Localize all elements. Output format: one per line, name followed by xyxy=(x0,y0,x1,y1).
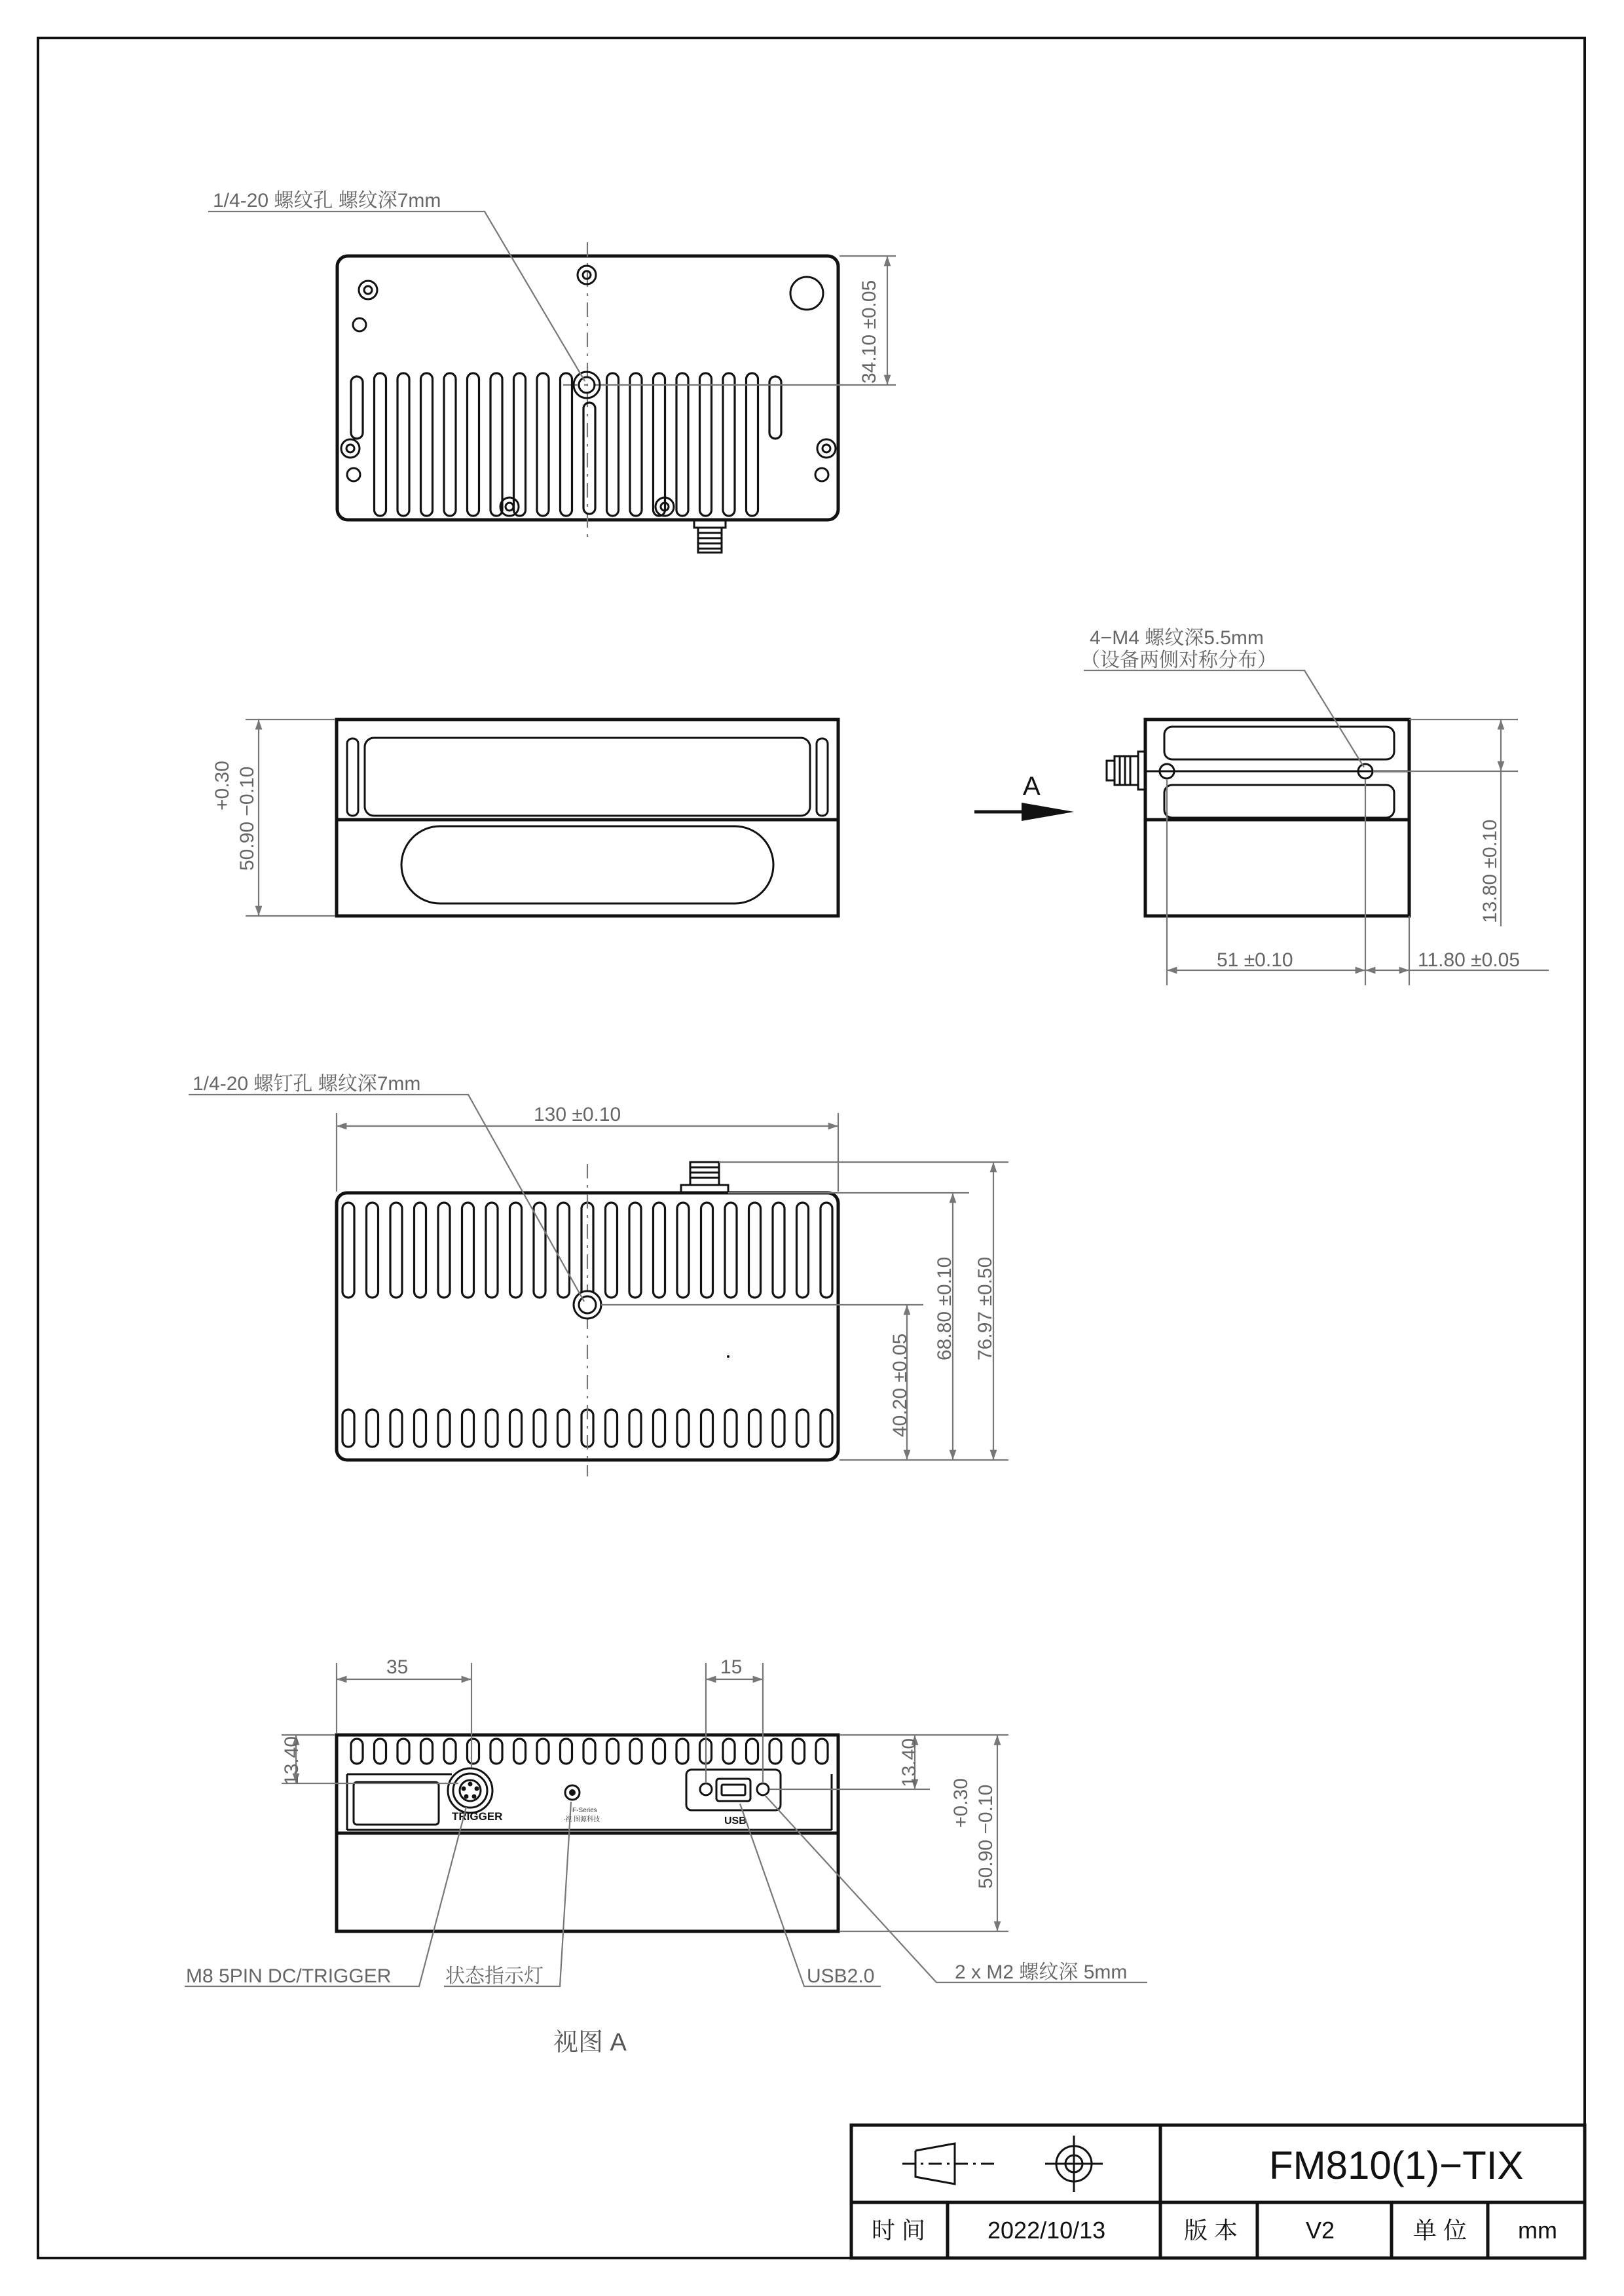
top-fin-slot xyxy=(514,373,526,516)
status-led xyxy=(563,1785,600,1823)
view-a-fin-slot xyxy=(676,1739,688,1764)
projection-symbol-icon xyxy=(902,2136,1103,2192)
bottom-fin-slot xyxy=(534,1410,545,1447)
bottom-fin-slot xyxy=(510,1203,522,1298)
bottom-fin-slot xyxy=(821,1203,832,1298)
view-a-fin-slot xyxy=(468,1739,479,1764)
bottom-view-note: 1/4-20 螺钉孔 螺纹深7mm xyxy=(193,1073,421,1095)
bottom-fin-slot xyxy=(725,1203,737,1298)
view-a-fin-slot xyxy=(561,1739,572,1764)
view-a-fin-slot xyxy=(375,1739,386,1764)
view-a-fin-slot xyxy=(397,1739,409,1764)
view-a-fin-slot xyxy=(583,1739,595,1764)
view-a-fin-slot xyxy=(444,1739,456,1764)
view-a-fin-slot xyxy=(607,1739,619,1764)
side-view-body xyxy=(337,720,838,916)
view-a-fin-slot xyxy=(537,1739,549,1764)
bottom-fin-slot xyxy=(797,1410,809,1447)
title-block xyxy=(851,2125,1585,2258)
bottom-fin-slot xyxy=(629,1410,641,1447)
view-a-dim-13-40-right: 13.40 xyxy=(898,1738,920,1787)
top-fin-slot xyxy=(537,373,549,516)
bottom-fin-slot xyxy=(654,1410,665,1447)
usb-tag: USB xyxy=(724,1815,747,1827)
view-a-fin-slot xyxy=(769,1739,781,1764)
top-fin-slot xyxy=(676,373,688,516)
bottom-view-dim-76-97: 76.97 ±0.50 xyxy=(974,1256,996,1360)
bottom-fin-slot xyxy=(534,1203,545,1298)
bottom-fin-slot xyxy=(367,1203,378,1298)
top-view xyxy=(208,190,896,553)
top-fin-slot xyxy=(723,373,735,516)
bottom-fin-slot xyxy=(773,1410,784,1447)
bottom-fin-slot xyxy=(725,1410,737,1447)
bottom-fin-slot xyxy=(342,1410,354,1447)
view-a-fins xyxy=(351,1739,828,1764)
bottom-view xyxy=(189,1073,1008,1476)
title-unit-label: 单 位 xyxy=(1413,2217,1467,2244)
top-fin-slot xyxy=(769,376,781,439)
title-unit: mm xyxy=(1518,2217,1557,2244)
bottom-fin-slot xyxy=(749,1203,761,1298)
top-fin-slot xyxy=(421,373,433,516)
top-hole-mr xyxy=(817,439,836,458)
view-a-dim-50-90: 50.90 −0.10 xyxy=(975,1784,997,1889)
bottom-fin-slot xyxy=(606,1203,618,1298)
m8-connector-tag: TRIGGER xyxy=(452,1810,503,1823)
bottom-sma-connector xyxy=(681,1162,728,1193)
bottom-fin-slot xyxy=(821,1410,832,1447)
view-a-fin-slot xyxy=(514,1739,526,1764)
side-view-tol-upper: +0.30 xyxy=(212,761,233,811)
top-fin-slot xyxy=(583,403,595,514)
bottom-fin-slot xyxy=(438,1410,450,1447)
bottom-fin-slot xyxy=(797,1203,809,1298)
sheet-border xyxy=(38,38,1585,2258)
end-view-dim-11-80: 11.80 ±0.05 xyxy=(1418,949,1521,971)
end-view-note-1: 4−M4 螺纹深5.5mm xyxy=(1090,627,1264,649)
bottom-fin-slot xyxy=(438,1203,450,1298)
bottom-fin-slot xyxy=(342,1203,354,1298)
side-view-dim-50-90: 50.90 −0.10 xyxy=(236,766,258,871)
usb-port xyxy=(686,1770,781,1827)
m8-connector xyxy=(448,1768,502,1823)
bottom-fin-slot xyxy=(510,1410,522,1447)
bottom-fin-slot xyxy=(701,1203,713,1298)
view-a-fin-slot xyxy=(630,1739,642,1764)
callout-usb: USB2.0 xyxy=(807,1965,875,1987)
bottom-view-dim-68-80: 68.80 ±0.10 xyxy=(934,1256,955,1360)
top-sma-connector xyxy=(694,520,726,553)
top-fin-slot xyxy=(375,373,386,516)
view-a-label-window xyxy=(354,1782,439,1825)
view-a-fin-slot xyxy=(351,1739,363,1764)
bottom-view-dim-40-20: 40.20 ±0.05 xyxy=(889,1333,911,1437)
top-hole-tr xyxy=(790,277,823,310)
bottom-fin-slot xyxy=(677,1203,689,1298)
bottom-fin-slot xyxy=(390,1203,402,1298)
top-hole-tl xyxy=(359,281,377,299)
bottom-threaded-hole xyxy=(574,1291,601,1319)
side-lower-pocket xyxy=(401,826,773,903)
title-time-label: 时 间 xyxy=(872,2217,926,2244)
bottom-fin-slot xyxy=(415,1203,426,1298)
view-a-fin-slot xyxy=(793,1739,805,1764)
callout-m8: M8 5PIN DC/TRIGGER xyxy=(186,1965,392,1987)
bottom-fin-slot xyxy=(558,1410,570,1447)
side-upper-pocket xyxy=(365,738,810,816)
title-model: FM810(1)−TIX xyxy=(1269,2143,1524,2187)
top-fin-slot xyxy=(351,376,363,439)
bottom-fin-slot xyxy=(367,1410,378,1447)
view-a-direction-arrow xyxy=(974,772,1074,821)
top-hole-tl2 xyxy=(353,318,366,331)
bottom-view-dim-130: 130 ±0.10 xyxy=(534,1104,621,1125)
top-fin-slot xyxy=(607,373,619,516)
bottom-fin-slot xyxy=(486,1410,498,1447)
top-view-dim-34-10: 34.10 ±0.05 xyxy=(858,280,880,384)
view-a-fin-slot xyxy=(654,1739,665,1764)
title-date: 2022/10/13 xyxy=(987,2217,1106,2244)
view-a-fin-slot xyxy=(421,1739,433,1764)
end-view xyxy=(1080,627,1549,985)
end-view-dim-13-80: 13.80 ±0.10 xyxy=(1479,819,1501,923)
view-a-fin-slot xyxy=(490,1739,502,1764)
top-fin-slot xyxy=(468,373,479,516)
bottom-fin-slot xyxy=(701,1410,713,1447)
bottom-fin-slot xyxy=(749,1410,761,1447)
callout-led: 状态指示灯 xyxy=(445,1965,544,1987)
bottom-fin-slot xyxy=(415,1410,426,1447)
top-fin-slot xyxy=(630,373,642,516)
top-fin-slot xyxy=(561,373,572,516)
title-version-label: 版 本 xyxy=(1184,2217,1238,2244)
top-fin-slot xyxy=(747,373,758,516)
top-view-note: 1/4-20 螺纹孔 螺纹深7mm xyxy=(213,190,441,211)
side-view xyxy=(212,720,838,916)
top-fin-slot xyxy=(397,373,409,516)
bottom-fin-slot xyxy=(390,1410,402,1447)
view-a-caption: 视图 A xyxy=(553,2029,627,2056)
view-a-dim-13-40-left: 13.40 xyxy=(281,1736,303,1785)
led-tag-1: F-Series xyxy=(572,1807,597,1814)
view-a-fin-slot xyxy=(723,1739,735,1764)
top-hole-ml xyxy=(341,439,360,458)
bottom-fin-slot xyxy=(773,1203,784,1298)
callout-m2: 2 x M2 螺纹深 5mm xyxy=(955,1961,1128,1983)
top-fin-slot xyxy=(654,373,665,516)
top-view-fins xyxy=(351,373,781,516)
title-version: V2 xyxy=(1306,2217,1335,2244)
bottom-fin-slot xyxy=(462,1203,474,1298)
view-a-tol-upper: +0.30 xyxy=(950,1778,972,1828)
bottom-fin-slot xyxy=(654,1203,665,1298)
bottom-fin-slot xyxy=(677,1410,689,1447)
end-side-connector xyxy=(1107,752,1145,790)
view-a-fin-slot xyxy=(816,1739,828,1764)
top-fin-slot xyxy=(700,373,712,516)
view-a-dim-15: 15 xyxy=(720,1656,743,1678)
end-view-note-2: （设备两侧对称分布） xyxy=(1080,649,1277,671)
view-a-fin-slot xyxy=(747,1739,758,1764)
top-fin-slot xyxy=(490,373,502,516)
bottom-fin-slot xyxy=(462,1410,474,1447)
view-a xyxy=(185,1656,1147,2056)
top-fin-slot xyxy=(444,373,456,516)
end-view-dim-51: 51 ±0.10 xyxy=(1217,949,1293,971)
view-a-arrow-label: A xyxy=(1023,772,1041,801)
bottom-fin-slot xyxy=(486,1203,498,1298)
bottom-fin-slot xyxy=(558,1203,570,1298)
view-a-dim-35: 35 xyxy=(386,1656,409,1678)
led-tag-2: ·视 图源科技 xyxy=(563,1816,600,1823)
bottom-fin-slot xyxy=(629,1203,641,1298)
bottom-fin-slot xyxy=(606,1410,618,1447)
